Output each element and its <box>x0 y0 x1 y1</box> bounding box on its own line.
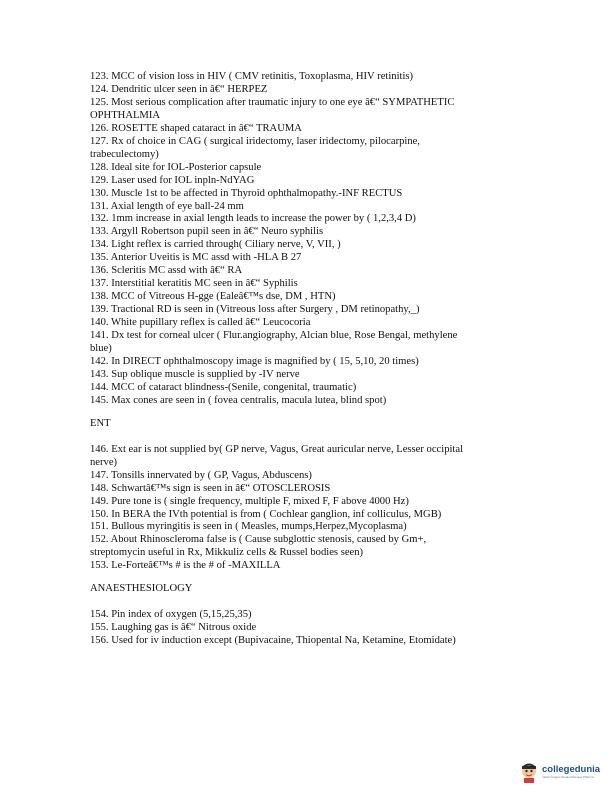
logo-wordmark: collegedunia <box>542 764 601 775</box>
text-line: 128. Ideal site for IOL-Posterior capsule <box>90 161 262 173</box>
text-line: 149. Pure tone is ( single frequency, multiple F, mixed F, F above 4000 Hz) <box>90 495 409 507</box>
text-line: 140. White pupillary reflex is called â€“ Leucocoria <box>90 317 311 329</box>
text-line: 155. Laughing gas is â€“ Nitrous oxide <box>90 622 257 634</box>
text-line: blue) <box>90 343 112 355</box>
text-line: 145. Max cones are seen in ( fovea centralis, macula lutea, blind spot) <box>90 394 387 406</box>
text-line: 148. Schwartâ€™s sign is seen in â€“ OTOSCLEROSIS <box>90 482 331 494</box>
text-line: streptomycin useful in Rx, Mikkuliz cells & Russel bodies seen) <box>90 547 364 559</box>
text-line: 147. Tonsills innervated by ( GP, Vagus, Abduscens) <box>90 469 312 481</box>
text-line: trabeculectomy) <box>90 148 159 160</box>
text-line: 152. About Rhinoscleroma false is ( Cause subglottic stenosis, caused by Gm+, <box>90 534 427 546</box>
text-line: 133. Argyll Robertson pupil seen in â€“ Neuro syphilis <box>90 226 324 238</box>
text-line: OPHTHALMIA <box>90 109 161 121</box>
collegedunia-logo <box>519 759 611 785</box>
text-line: 129. Laser used for IOL inpln-NdYAG <box>90 174 255 186</box>
ent-section <box>90 444 520 574</box>
text-line: 150. In BERA the IVth potential is from ( Cochlear ganglion, inf colliculus, MGB) <box>90 508 442 520</box>
logo-tagline: India's largest Student Review Platform <box>542 775 595 779</box>
text-line: 127. Rx of choice in CAG ( surgical iridectomy, laser iridectomy, pilocarpine, <box>90 135 420 147</box>
text-line: 123. MCC of vision loss in HIV ( CMV retinitis, Toxoplasma, HIV retinitis) <box>90 71 414 82</box>
text-line: 130. Muscle 1st to be affected in Thyroid ophthalmopathy.-INF RECTUS <box>90 187 403 199</box>
text-line: 153. Le-Forteâ€™s # is the # of -MAXILLA <box>90 560 281 572</box>
text-line: 137. Interstitial keratitis MC seen in â€“ Syphilis <box>90 278 298 290</box>
text-line: 126. ROSETTE shaped cataract in â€“ TRAUMA <box>90 122 302 134</box>
text-line: 138. MCC of Vitreous H-gge (Ealeâ€™s dse, DM , HTN) <box>90 291 336 303</box>
text-line: 151. Bullous myringitis is seen in ( Measles, mumps,Herpez,Mycoplasma) <box>90 521 407 533</box>
text-line: 143. Sup oblique muscle is supplied by -IV nerve <box>90 368 300 380</box>
text-line: 134. Light reflex is carried through( Ciliary nerve, V, VII, ) <box>90 239 341 251</box>
ophthalmology-section <box>90 71 520 408</box>
text-line: 141. Dx test for corneal ulcer ( Flur.angiography, Alcian blue, Rose Bengal, methylene <box>90 330 458 342</box>
student-mascot-icon <box>519 761 539 783</box>
text-line: 156. Used for iv induction except (Bupivacaine, Thiopental Na, Ketamine, Etomidate) <box>90 635 456 647</box>
text-line: nerve) <box>90 456 118 468</box>
text-line: 131. Axial length of eye ball-24 mm <box>90 200 244 212</box>
text-line: 142. In DIRECT ophthalmoscopy image is magnified by ( 15, 5,10, 20 times) <box>90 355 419 367</box>
anaesthesiology-section <box>90 609 520 648</box>
text-line: 132. 1mm increase in axial length leads to increase the power by ( 1,2,3,4 D) <box>90 213 416 225</box>
text-line: 139. Tractional RD is seen in (Vitreous loss after Surgery , DM retinopathy,_) <box>90 304 420 316</box>
ent-heading: ENT <box>90 417 111 429</box>
text-line: 144. MCC of cataract blindness-(Senile, congenital, traumatic) <box>90 381 357 393</box>
anaesthesiology-heading: ANAESTHESIOLOGY <box>90 583 193 595</box>
document-body <box>90 71 520 648</box>
text-line: 146. Ext ear is not supplied by( GP nerve, Vagus, Great auricular nerve, Lesser occipital <box>90 443 464 455</box>
text-line: 135. Anterior Uveitis is MC assd with -HLA B 27 <box>90 252 302 264</box>
text-line: 124. Dendritic ulcer seen in â€“ HERPEZ <box>90 83 268 95</box>
text-line: 154. Pin index of oxygen (5,15,25,35) <box>90 609 252 621</box>
text-line: 136. Scleritis MC assd with â€“ RA <box>90 265 243 277</box>
text-line: 125. Most serious complication after traumatic injury to one eye â€“ SYMPATHETIC <box>90 96 455 108</box>
